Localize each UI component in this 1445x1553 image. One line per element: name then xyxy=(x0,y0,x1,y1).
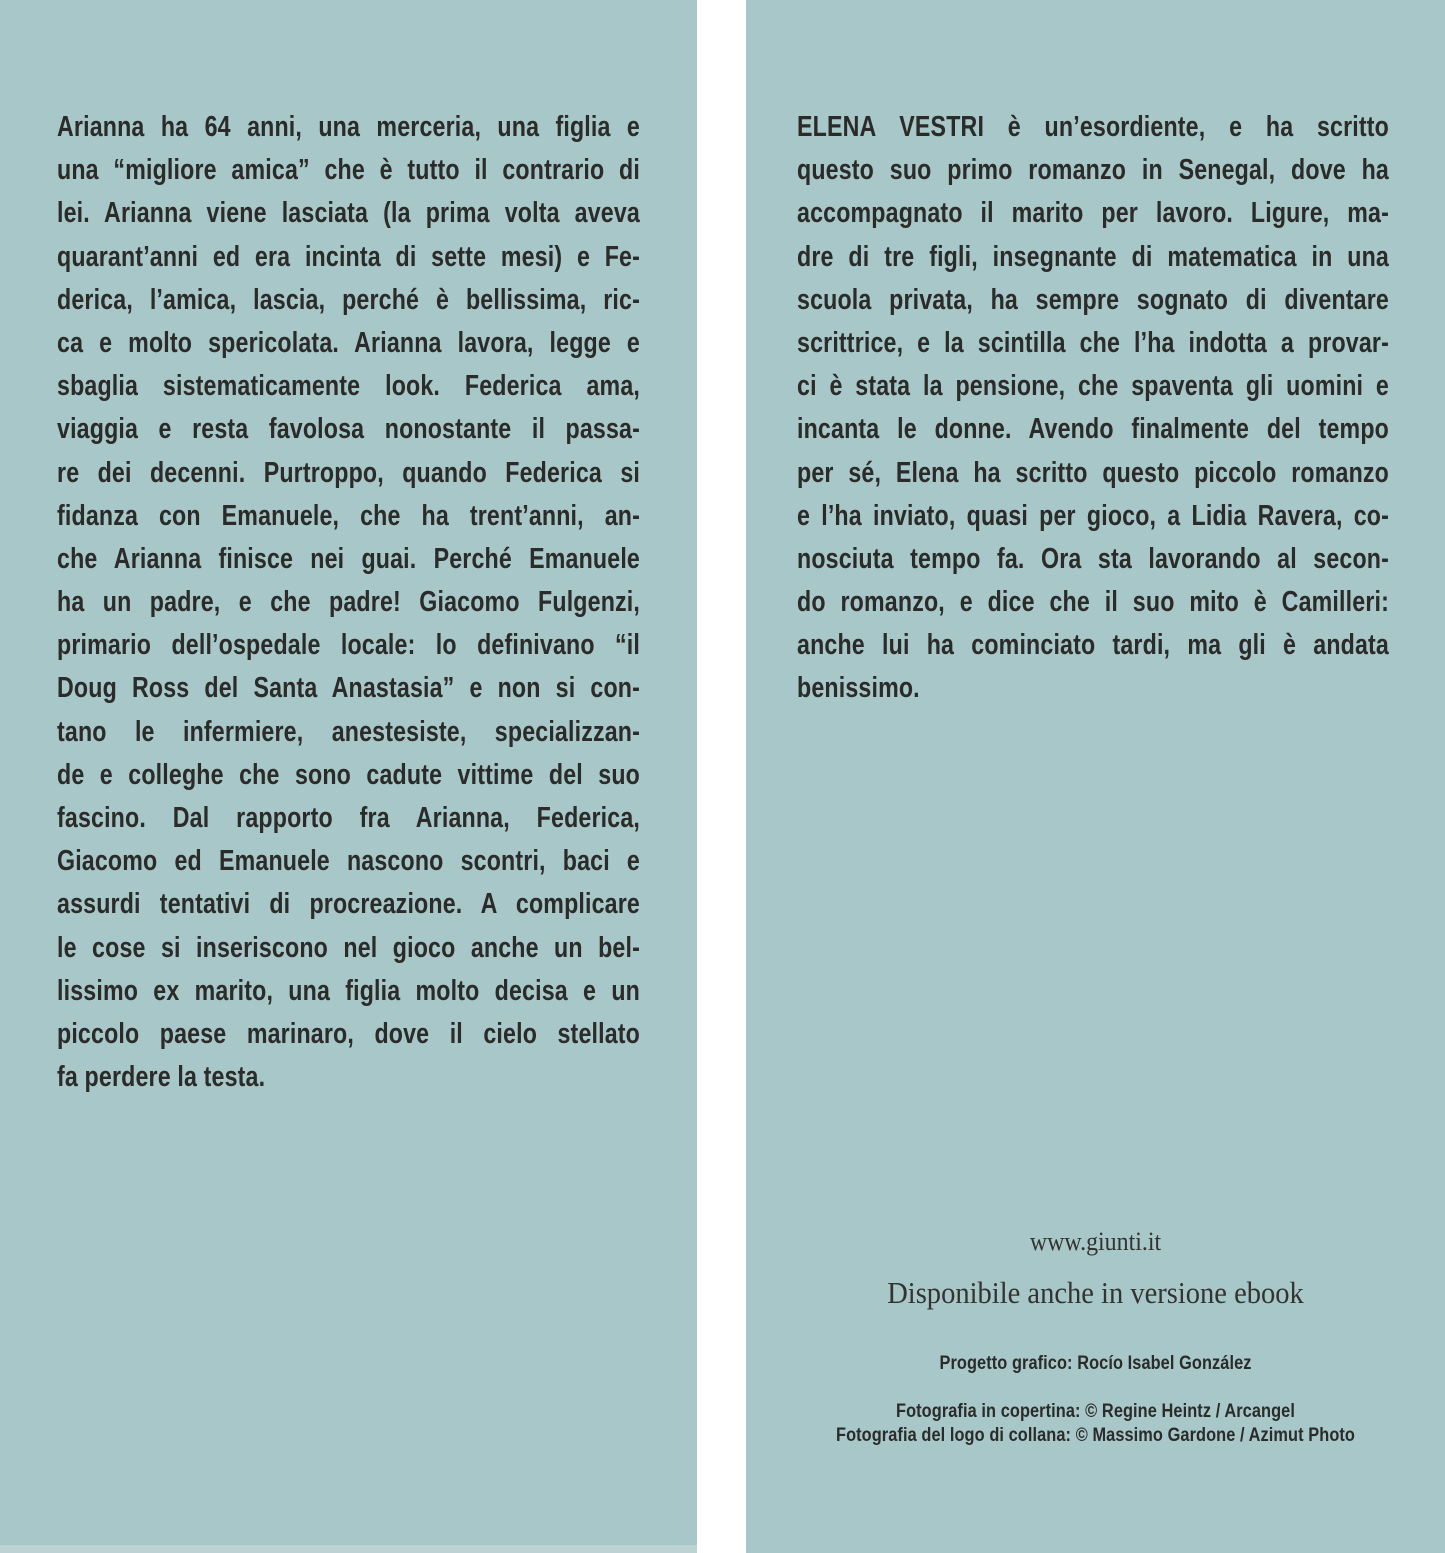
text-line: Giacomo ed Emanuele nascono scontri, baci e xyxy=(57,845,640,878)
ebook-availability-note: Disponibile anche in versione ebook xyxy=(887,1275,1304,1310)
text-line: Arianna ha 64 anni, una merceria, una figlia e xyxy=(57,111,640,143)
text-line: per sé, Elena ha scritto questo piccolo romanzo xyxy=(797,456,1389,489)
text-line: e l’ha inviato, quasi per gioco, a Lidia Ravera, co- xyxy=(797,499,1389,532)
text-line: lissimo ex marito, una figlia molto decisa e un xyxy=(57,974,640,1007)
synopsis-flap-panel xyxy=(0,0,697,1553)
text-line: re dei decenni. Purtroppo, quando Federica si xyxy=(57,456,640,489)
text-line: accompagnato il marito per lavoro. Ligure, ma- xyxy=(797,197,1389,230)
text-line: sbaglia sistematicamente look. Federica ama, xyxy=(57,370,640,403)
synopsis-text xyxy=(57,106,640,1099)
text-line: Doug Ross del Santa Anastasia” e non si con- xyxy=(57,672,640,705)
text-line: anche lui ha cominciato tardi, ma gli è andata xyxy=(797,629,1389,662)
author-bio-text xyxy=(797,106,1389,711)
text-line: viaggia e resta favolosa nonostante il passa- xyxy=(57,413,640,446)
text-line: scrittrice, e la scintilla che l’ha indotta a provar- xyxy=(797,326,1389,359)
text-line: piccolo paese marinaro, dove il cielo stellato xyxy=(57,1017,640,1050)
text-line: fidanza con Emanuele, che ha trent’anni, an- xyxy=(57,499,640,532)
text-line: Progetto grafico: Rocío Isabel González xyxy=(939,1353,1252,1374)
text-line: do romanzo, e dice che il suo mito è Camilleri: xyxy=(797,586,1389,619)
text-line: ha un padre, e che padre! Giacomo Fulgenzi, xyxy=(57,586,640,619)
text-line: quarant’anni ed era incinta di sette mesi) e Fe- xyxy=(57,240,640,273)
publisher-website: www.giunti.it xyxy=(1029,1227,1162,1256)
text-line: dre di tre figli, insegnante di matematica in una xyxy=(797,240,1389,273)
author-bio-flap-panel xyxy=(746,0,1445,1553)
text-line: una “migliore amica” che è tutto il contrario di xyxy=(57,154,640,187)
text-line: fascino. Dal rapporto fra Arianna, Federica, xyxy=(57,802,640,834)
text-line: le cose si inseriscono nel gioco anche un bel- xyxy=(57,931,640,964)
text-line: assurdi tentativi di procreazione. A complicare xyxy=(57,888,640,921)
text-line: de e colleghe che sono cadute vittime del suo xyxy=(57,758,640,791)
text-line: incanta le donne. Avendo finalmente del tempo xyxy=(797,413,1389,446)
text-line: Fotografia del logo di collana: © Massimo Gardone / Azimut Photo xyxy=(836,1425,1355,1446)
text-line: derica, l’amica, lascia, perché è bellissima, ric- xyxy=(57,283,640,316)
panel-gutter xyxy=(697,0,746,1553)
credits-block xyxy=(746,1352,1445,1449)
text-line: nosciuta tempo fa. Ora sta lavorando al secon- xyxy=(797,542,1389,575)
text-line: tano le infermiere, anestesiste, specializzan- xyxy=(57,715,640,748)
text-line: Fotografia in copertina: © Regine Heintz / Arcangel xyxy=(896,1400,1295,1422)
text-line: questo suo primo romanzo in Senegal, dove ha xyxy=(797,154,1389,187)
text-line: ca e molto spericolata. Arianna lavora, legge e xyxy=(57,326,640,359)
text-line: fa perdere la testa. xyxy=(57,1061,266,1094)
text-line: benissimo. xyxy=(797,672,920,705)
text-line: ELENA VESTRI è un’esordiente, e ha scritto xyxy=(797,111,1389,143)
text-line: ci è stata la pensione, che spaventa gli uomini e xyxy=(797,370,1389,403)
text-line: scuola privata, ha sempre sognato di diventare xyxy=(797,283,1389,316)
text-line: che Arianna finisce nei guai. Perché Emanuele xyxy=(57,542,640,575)
text-line: lei. Arianna viene lasciata (la prima volta aveva xyxy=(57,197,640,230)
text-line: primario dell’ospedale locale: lo definivano “il xyxy=(57,629,640,662)
